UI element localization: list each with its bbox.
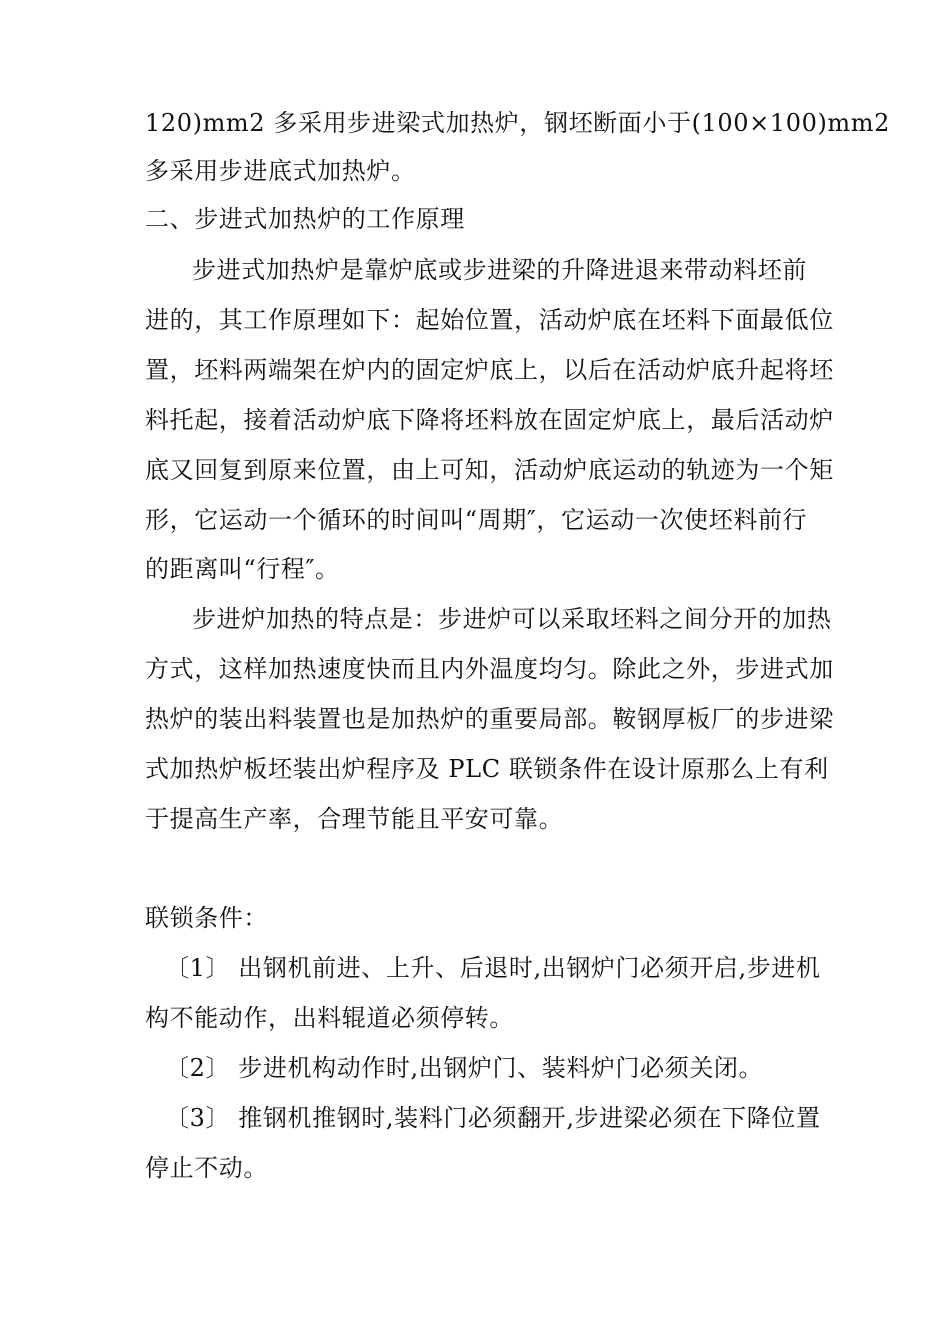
- list-item: 〔1〕 出钢机前进、上升、后退时,出钢炉门必须开启,步进机: [165, 954, 821, 982]
- text-line: 料托起，接着活动炉底下降将坯料放在固定炉底上，最后活动炉: [145, 406, 834, 434]
- text-line: 的距离叫“行程″。: [145, 555, 340, 583]
- text-line: 热炉的装出料装置也是加热炉的重要局部。鞍钢厚板厂的步进梁: [145, 705, 834, 733]
- text-line: 构不能动作，出料辊道必须停转。: [145, 1004, 514, 1032]
- text-line: 于提高生产率，合理节能且平安可靠。: [145, 805, 564, 833]
- text-line: 步进式加热炉是靠炉底或步进梁的升降进退来带动料坯前: [192, 256, 807, 284]
- text-line: 进的，其工作原理如下：起始位置，活动炉底在坯料下面最低位: [145, 306, 834, 334]
- text-line: 停止不动。: [145, 1154, 268, 1182]
- interlock-heading: 联锁条件：: [145, 904, 268, 932]
- text-line: 式加热炉板坯装出炉程序及 PLC 联锁条件在设计原那么上有利: [145, 755, 829, 783]
- list-item: 〔3〕 推钢机推钢时,装料门必须翻开,步进梁必须在下降位置: [165, 1104, 821, 1132]
- text-line: 120)mm2 多采用步进梁式加热炉，钢坯断面小于(100×100)mm2: [145, 109, 891, 137]
- text-line: 方式，这样加热速度快而且内外温度均匀。除此之外，步进式加: [145, 655, 834, 683]
- text-line: 置，坯料两端架在炉内的固定炉底上，以后在活动炉底升起将坯: [145, 356, 834, 384]
- text-line: 步进炉加热的特点是：步进炉可以采取坯料之间分开的加热: [192, 605, 832, 633]
- section-heading: 二、步进式加热炉的工作原理: [145, 205, 465, 233]
- text-line: 多采用步进底式加热炉。: [145, 157, 416, 185]
- text-line: 形，它运动一个循环的时间叫“周期″，它运动一次使坯料前行: [145, 506, 808, 534]
- text-line: 底又回复到原来位置，由上可知，活动炉底运动的轨迹为一个矩: [145, 456, 834, 484]
- list-item: 〔2〕 步进机构动作时,出钢炉门、装料炉门必须关闭。: [165, 1054, 764, 1082]
